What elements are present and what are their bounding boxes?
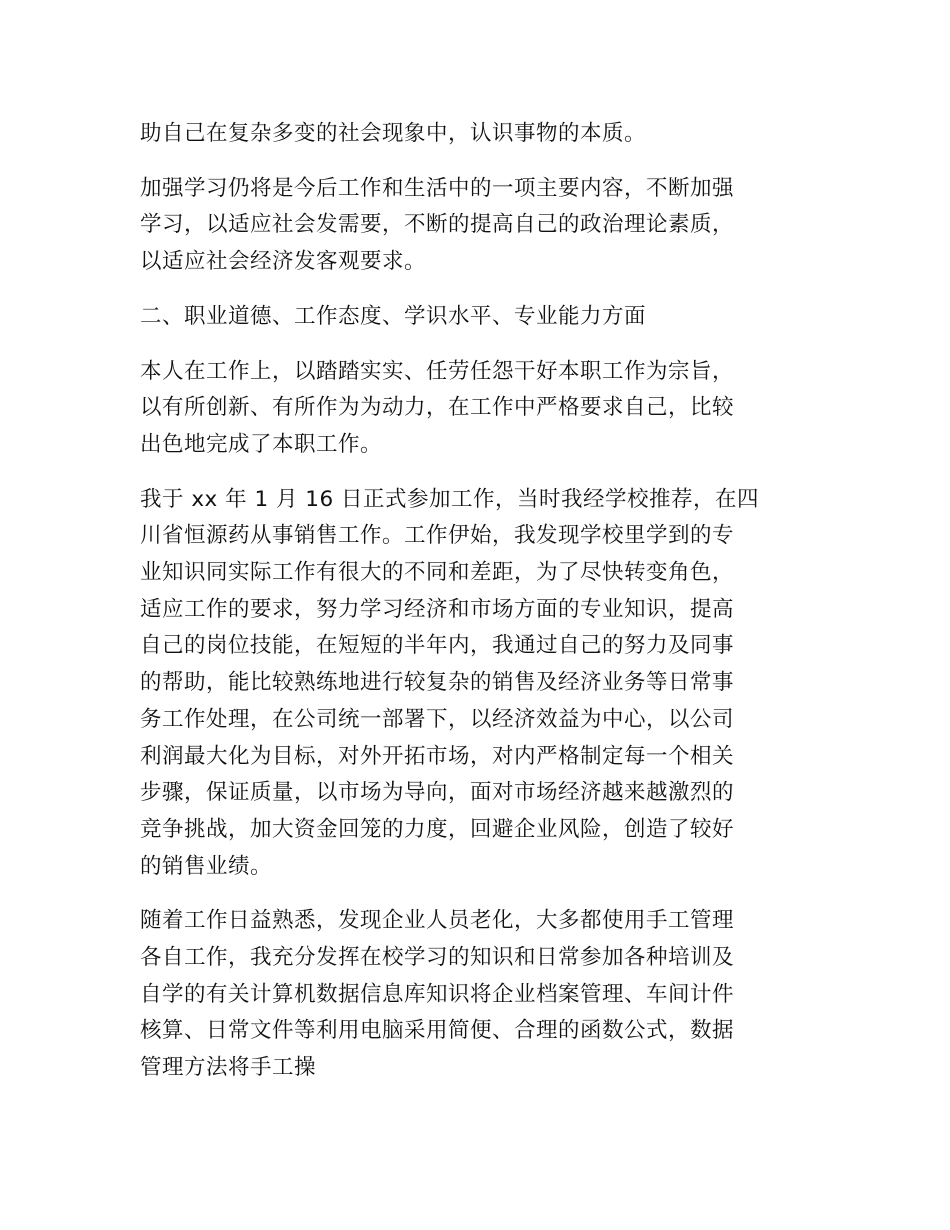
text-line: 核算、日常文件等利用电脑采用简便、合理的函数公式，数据 (140, 1018, 735, 1044)
text-line: 适应工作的要求，努力学习经济和市场方面的专业知识，提高 (140, 596, 735, 622)
text-line: 各自工作，我充分发挥在校学习的知识和日常参加各种培训及 (140, 945, 735, 971)
section-heading-text: 二、职业道德、工作态度、学识水平、专业能力方面 (140, 303, 647, 329)
text-line: 助自己在复杂多变的社会现象中，认识事物的本质。 (140, 121, 647, 146)
text-line: 自学的有关计算机数据信息库知识将企业档案管理、车间计件 (140, 981, 735, 1007)
text-line: 加强学习仍将是今后工作和生活中的一项主要内容，不断加强 (140, 175, 735, 201)
text-line: 本人在工作上，以踏踏实实、任劳任怨干好本职工作为宗旨， (140, 358, 735, 384)
paragraph-4 (140, 482, 802, 886)
document-body (140, 116, 802, 1105)
text-line: 自己的岗位技能，在短短的半年内，我通过自己的努力及同事 (140, 633, 735, 659)
section-heading (140, 299, 802, 336)
paragraph-5 (140, 903, 802, 1087)
text-line: 以适应社会经济发客观要求。 (140, 249, 427, 275)
text-line: 竞争挑战，加大资金回笼的力度，回避企业风险，创造了较好 (140, 816, 735, 842)
text-line: 川省恒源药从事销售工作。工作伊始，我发现学校里学到的专 (140, 523, 735, 549)
paragraph-3 (140, 354, 802, 464)
text-line: 出色地完成了本职工作。 (140, 431, 383, 457)
text-line: 步骤，保证质量，以市场为导向，面对市场经济越来越激烈的 (140, 780, 735, 806)
paragraph-2 (140, 171, 802, 281)
text-line: 利润最大化为目标，对外开拓市场，对内严格制定每一个相关 (140, 743, 735, 769)
text-line: 的销售业绩。 (140, 853, 273, 879)
text-line: 随着工作日益熟悉，发现企业人员老化，大多都使用手工管理 (140, 908, 735, 934)
text-line: 管理方法将手工操 (140, 1055, 317, 1081)
text-line: 的帮助，能比较熟练地进行较复杂的销售及经济业务等日常事 (140, 670, 735, 696)
text-line: 以有所创新、有所作为为动力，在工作中严格要求自己，比较 (140, 395, 735, 421)
text-line: 业知识同实际工作有很大的不同和差距，为了尽快转变角色， (140, 560, 735, 586)
text-line: 务工作处理，在公司统一部署下，以经济效益为中心，以公司 (140, 706, 735, 732)
text-line: 学习，以适应社会发需要，不断的提高自己的政治理论素质， (140, 212, 735, 238)
paragraph-1 (140, 116, 802, 153)
text-line: 我于 xx 年 1 月 16 日正式参加工作，当时我经学校推荐，在四 (140, 486, 759, 512)
